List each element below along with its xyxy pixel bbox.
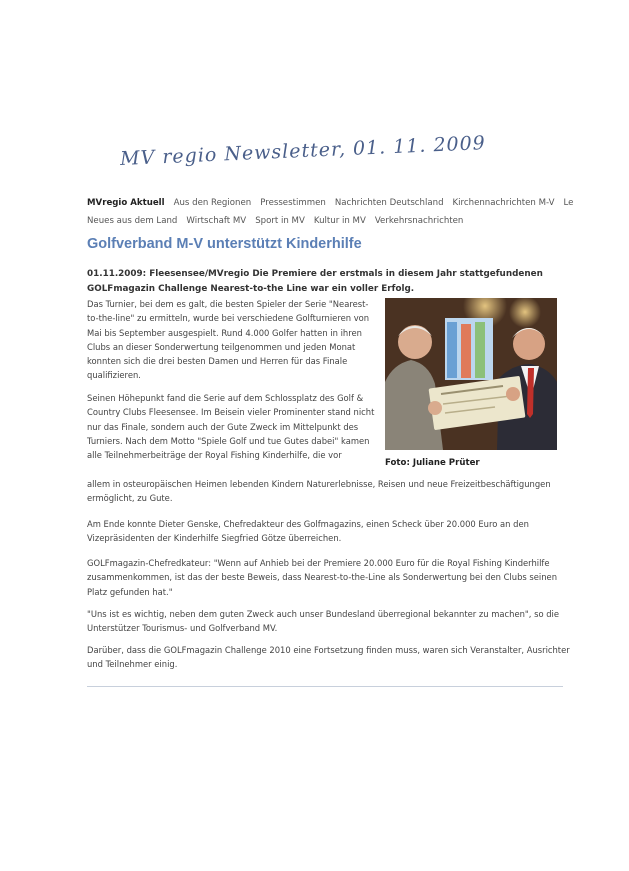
nav-item-truncated[interactable]: Le (563, 198, 574, 208)
article-paragraph-2-column: Seinen Höhepunkt fand die Serie auf dem Schlossplatz des Golf & Country Clubs Fleesensee. Im Beisein vieler Prominenter stand nicht nur das Finale, sondern auch der Gute Zweck im Mittelpunkt des Turniers. Nach dem Motto "Spiele Golf und tue Gutes dabei" kamen alle Teilnehmerbeiträge der Royal Fishing Kinderhilfe, die vor (87, 393, 375, 461)
handwritten-note: MV regio Newsletter, 01. 11. 2009 (119, 132, 487, 170)
nav-item-nachrichten-deutschland[interactable]: Nachrichten Deutschland (334, 198, 444, 208)
nav-item-pressestimmen[interactable]: Pressestimmen (260, 198, 326, 208)
article-paragraph-6: Darüber, dass die GOLFmagazin Challenge 2010 eine Fortsetzung finden muss, waren sich Veranstalter, Ausrichter und Teilnehmer einig. (87, 645, 570, 670)
category-nav (87, 194, 627, 230)
nav-item-wirtschaft-mv[interactable]: Wirtschaft MV (186, 216, 247, 226)
article-paragraph-1: Das Turnier, bei dem es galt, die besten Spieler der Serie "Nearest-to-the-line" zu ermitteln, wurde bei verschiedene Golfturnieren von Mai bis September ausgespielt. Rund 4.000 Golfer hatten in ihren Clubs an dieser Sonderwertung teilgenommen und jeden Monat konnten sich die drei besten Damen und Herren für das Finale qualifizieren. (87, 299, 370, 381)
nav-item-neues-aus-dem-land[interactable]: Neues aus dem Land (87, 216, 178, 226)
article-paragraph-4: GOLFmagazin-Chefredkateur: "Wenn auf Anhieb bei der Premiere 20.000 Euro für die Royal Fishing Kinderhilfe zusammenkommen, ist das der beste Beweis, dass Nearest-to-the-Line als Sonderwertung bei den Clubs seinen Platz gefunden hat." (87, 558, 558, 597)
article-title: Golfverband M-V unterstützt Kinderhilfe (87, 236, 362, 252)
photo-check-handover-illustration (385, 298, 557, 450)
nav-item-mvregio-aktuell[interactable]: MVregio Aktuell (87, 198, 165, 208)
footer-divider (87, 686, 563, 687)
nav-item-kultur-in-mv[interactable]: Kultur in MV (313, 216, 366, 226)
article-paragraph-5: "Uns ist es wichtig, neben dem guten Zweck auch unser Bundesland überregional bekannter zu machen", so die Unterstützer Tourismus- und Golfverband MV. (87, 609, 560, 634)
photo-caption: Foto: Juliane Prüter (385, 458, 480, 468)
nav-item-sport-in-mv[interactable]: Sport in MV (255, 216, 305, 226)
nav-item-verkehrsnachrichten[interactable]: Verkehrsnachrichten (374, 216, 464, 226)
article-lead: 01.11.2009: Fleesensee/MVregio Die Premiere der erstmals in diesem Jahr stattgefundenen GOLFmagazin Challenge Nearest-to-the Line war ein voller Erfolg. (87, 269, 543, 294)
nav-item-aus-den-regionen[interactable]: Aus den Regionen (173, 198, 252, 208)
nav-item-kirchennachrichten[interactable]: Kirchennachrichten M-V (452, 198, 555, 208)
article-paragraph-3: Am Ende konnte Dieter Genske, Chefredakteur des Golfmagazins, einen Scheck über 20.000 Euro an den Vizepräsidenten der Kinderhilfe Siegfried Götze überreichen. (87, 519, 529, 544)
article-paragraph-2-continued: allem in osteuropäischen Heimen lebenden Kindern Naturerlebnisse, Reisen und neue Freizeitbeschäftigungen ermöglicht, zu Gute. (87, 479, 551, 504)
article-photo (385, 298, 557, 450)
